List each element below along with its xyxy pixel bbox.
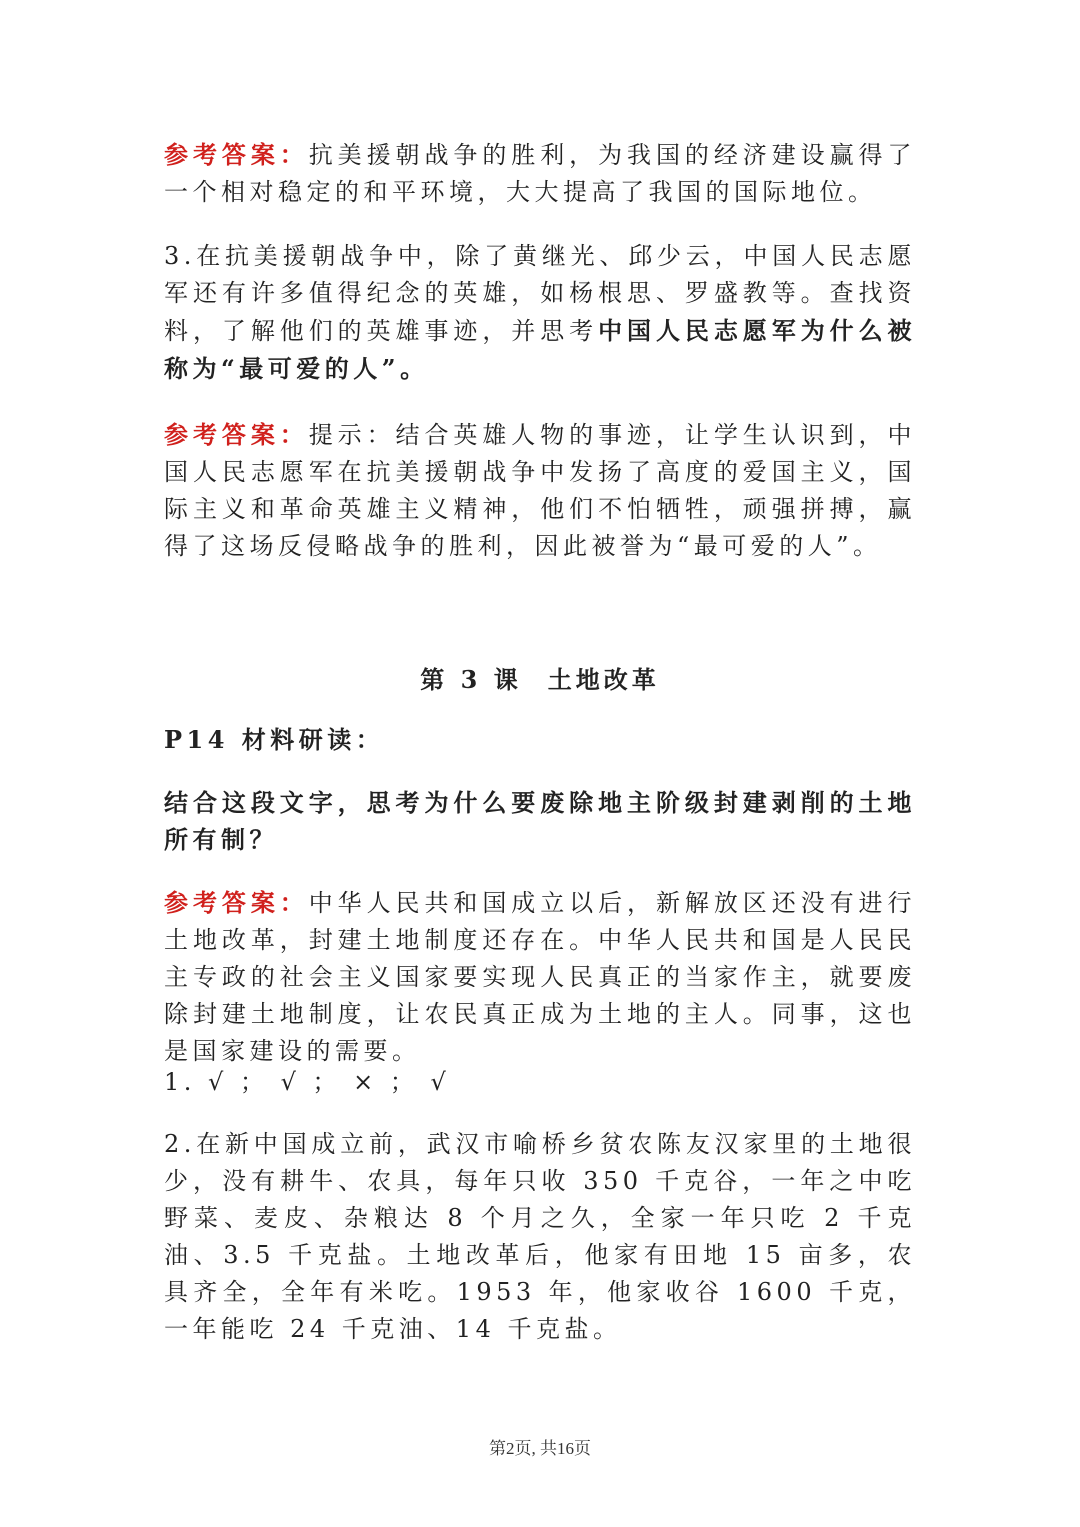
answer-label: 参考答案： [164,140,309,169]
answer-paragraph-2 [164,416,916,565]
question-3 [164,238,916,388]
answer-text: 抗美援朝战争的胜利，为我国的经济建设赢得了一个相对稳定的和平环境，大大提高了我国的国际地位。 [164,141,917,206]
answer-label: 参考答案： [164,888,309,917]
question-1-answers: 1. √ ； √ ； × ； √ [164,1068,451,1096]
material-question: 结合这段文字，思考为什么要废除地主阶级封建剥削的土地所有制？ [164,788,916,854]
question-3-text: 3.在抗美援朝战争中，除了黄继光、邱少云，中国人民志愿军还有许多值得纪念的英雄，如杨根思、罗盛教等。查找资料，了解他们的英雄事迹，并思考 [164,242,916,345]
question-2: 2.在新中国成立前，武汉市喻桥乡贫农陈友汉家里的土地很少，没有耕牛、农具，每年只收 350 千克谷，一年之中吃野菜、麦皮、杂粮达 8 个月之久，全家一年只吃 2 千克油、3.5 千克盐。土地改革后，他家有田地 15 亩多，农具齐全，全年有米吃。1953 年，他家收谷 1600 千克，一年能吃 24 千克油、14 千克盐。 [164,1130,916,1343]
material-heading: P14 材料研读： [164,725,385,754]
answer-text: 中华人民共和国成立以后，新解放区还没有进行土地改革，封建土地制度还存在。中华人民共和国是人民民主专政的社会主义国家要实现人民真正的当家作主，就要废除封建土地制度，让农民真正成为土地的主人。同事，这也是国家建设的需要。 [164,889,917,1065]
answer-paragraph-3 [164,884,916,1070]
answer-text: 提示：结合英雄人物的事迹，让学生认识到，中国人民志愿军在抗美援朝战争中发扬了高度的爱国主义，国际主义和革命英雄主义精神，他们不怕牺牲，顽强拼搏，赢得了这场反侵略战争的胜利，因此被誉为“最可爱的人”。 [164,421,917,560]
answer-label: 参考答案： [164,420,309,449]
question-3-emphasis: 中国人民志愿军为什么被称为“最可爱的人”。 [164,316,917,383]
lesson-heading [0,660,1080,695]
lesson-number: 第 3 课 [420,665,522,694]
lesson-title: 土地改革 [547,665,660,694]
answer-paragraph-1 [164,136,916,211]
page-number-footer: 第2页, 共16页 [489,1439,591,1458]
